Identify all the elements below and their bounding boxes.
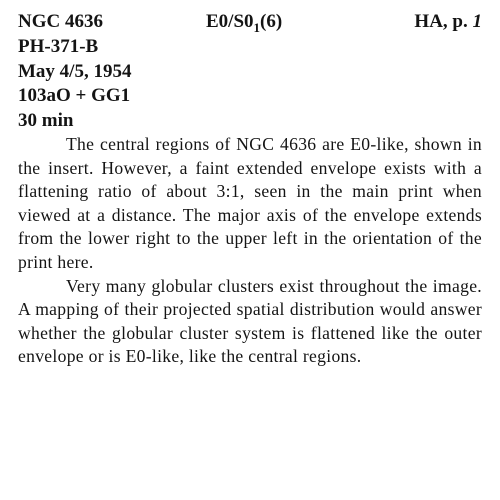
emulsion-filter: 103aO + GG1	[18, 85, 131, 106]
classification-main: E0/S0	[206, 11, 254, 32]
entry-header	[18, 8, 482, 35]
exposure-time: 30 min	[18, 109, 74, 131]
observation-date: May 4/5, 1954	[18, 60, 132, 82]
paragraph-globular-clusters: Very many globular clusters exist throughout the image. A mapping of their projected spatial distribution would answer whether the globular cluster system is flattened like the outer envelope or is E0-like, like the central regions.	[18, 275, 482, 367]
atlas-reference	[414, 8, 482, 35]
document-page	[18, 8, 482, 369]
paragraph-envelope: The central regions of NGC 4636 are E0-like, shown in the insert. However, a faint extended envelope exists with a flattening ratio of about 3:1, seen in the main print when viewed at a distance. The major axis of the envelope extends from the lower right to the upper left in the orientation of the print here.	[18, 134, 482, 272]
classification-subscript: 1	[253, 19, 261, 35]
object-name: NGC 4636	[18, 11, 103, 32]
reference-prefix: HA, p.	[414, 11, 468, 32]
plate-number: PH-371-B	[18, 36, 99, 57]
galaxy-classification	[206, 8, 282, 41]
description-text	[18, 133, 482, 369]
reference-page-number: 1	[472, 11, 482, 32]
classification-suffix: (6)	[260, 11, 283, 32]
